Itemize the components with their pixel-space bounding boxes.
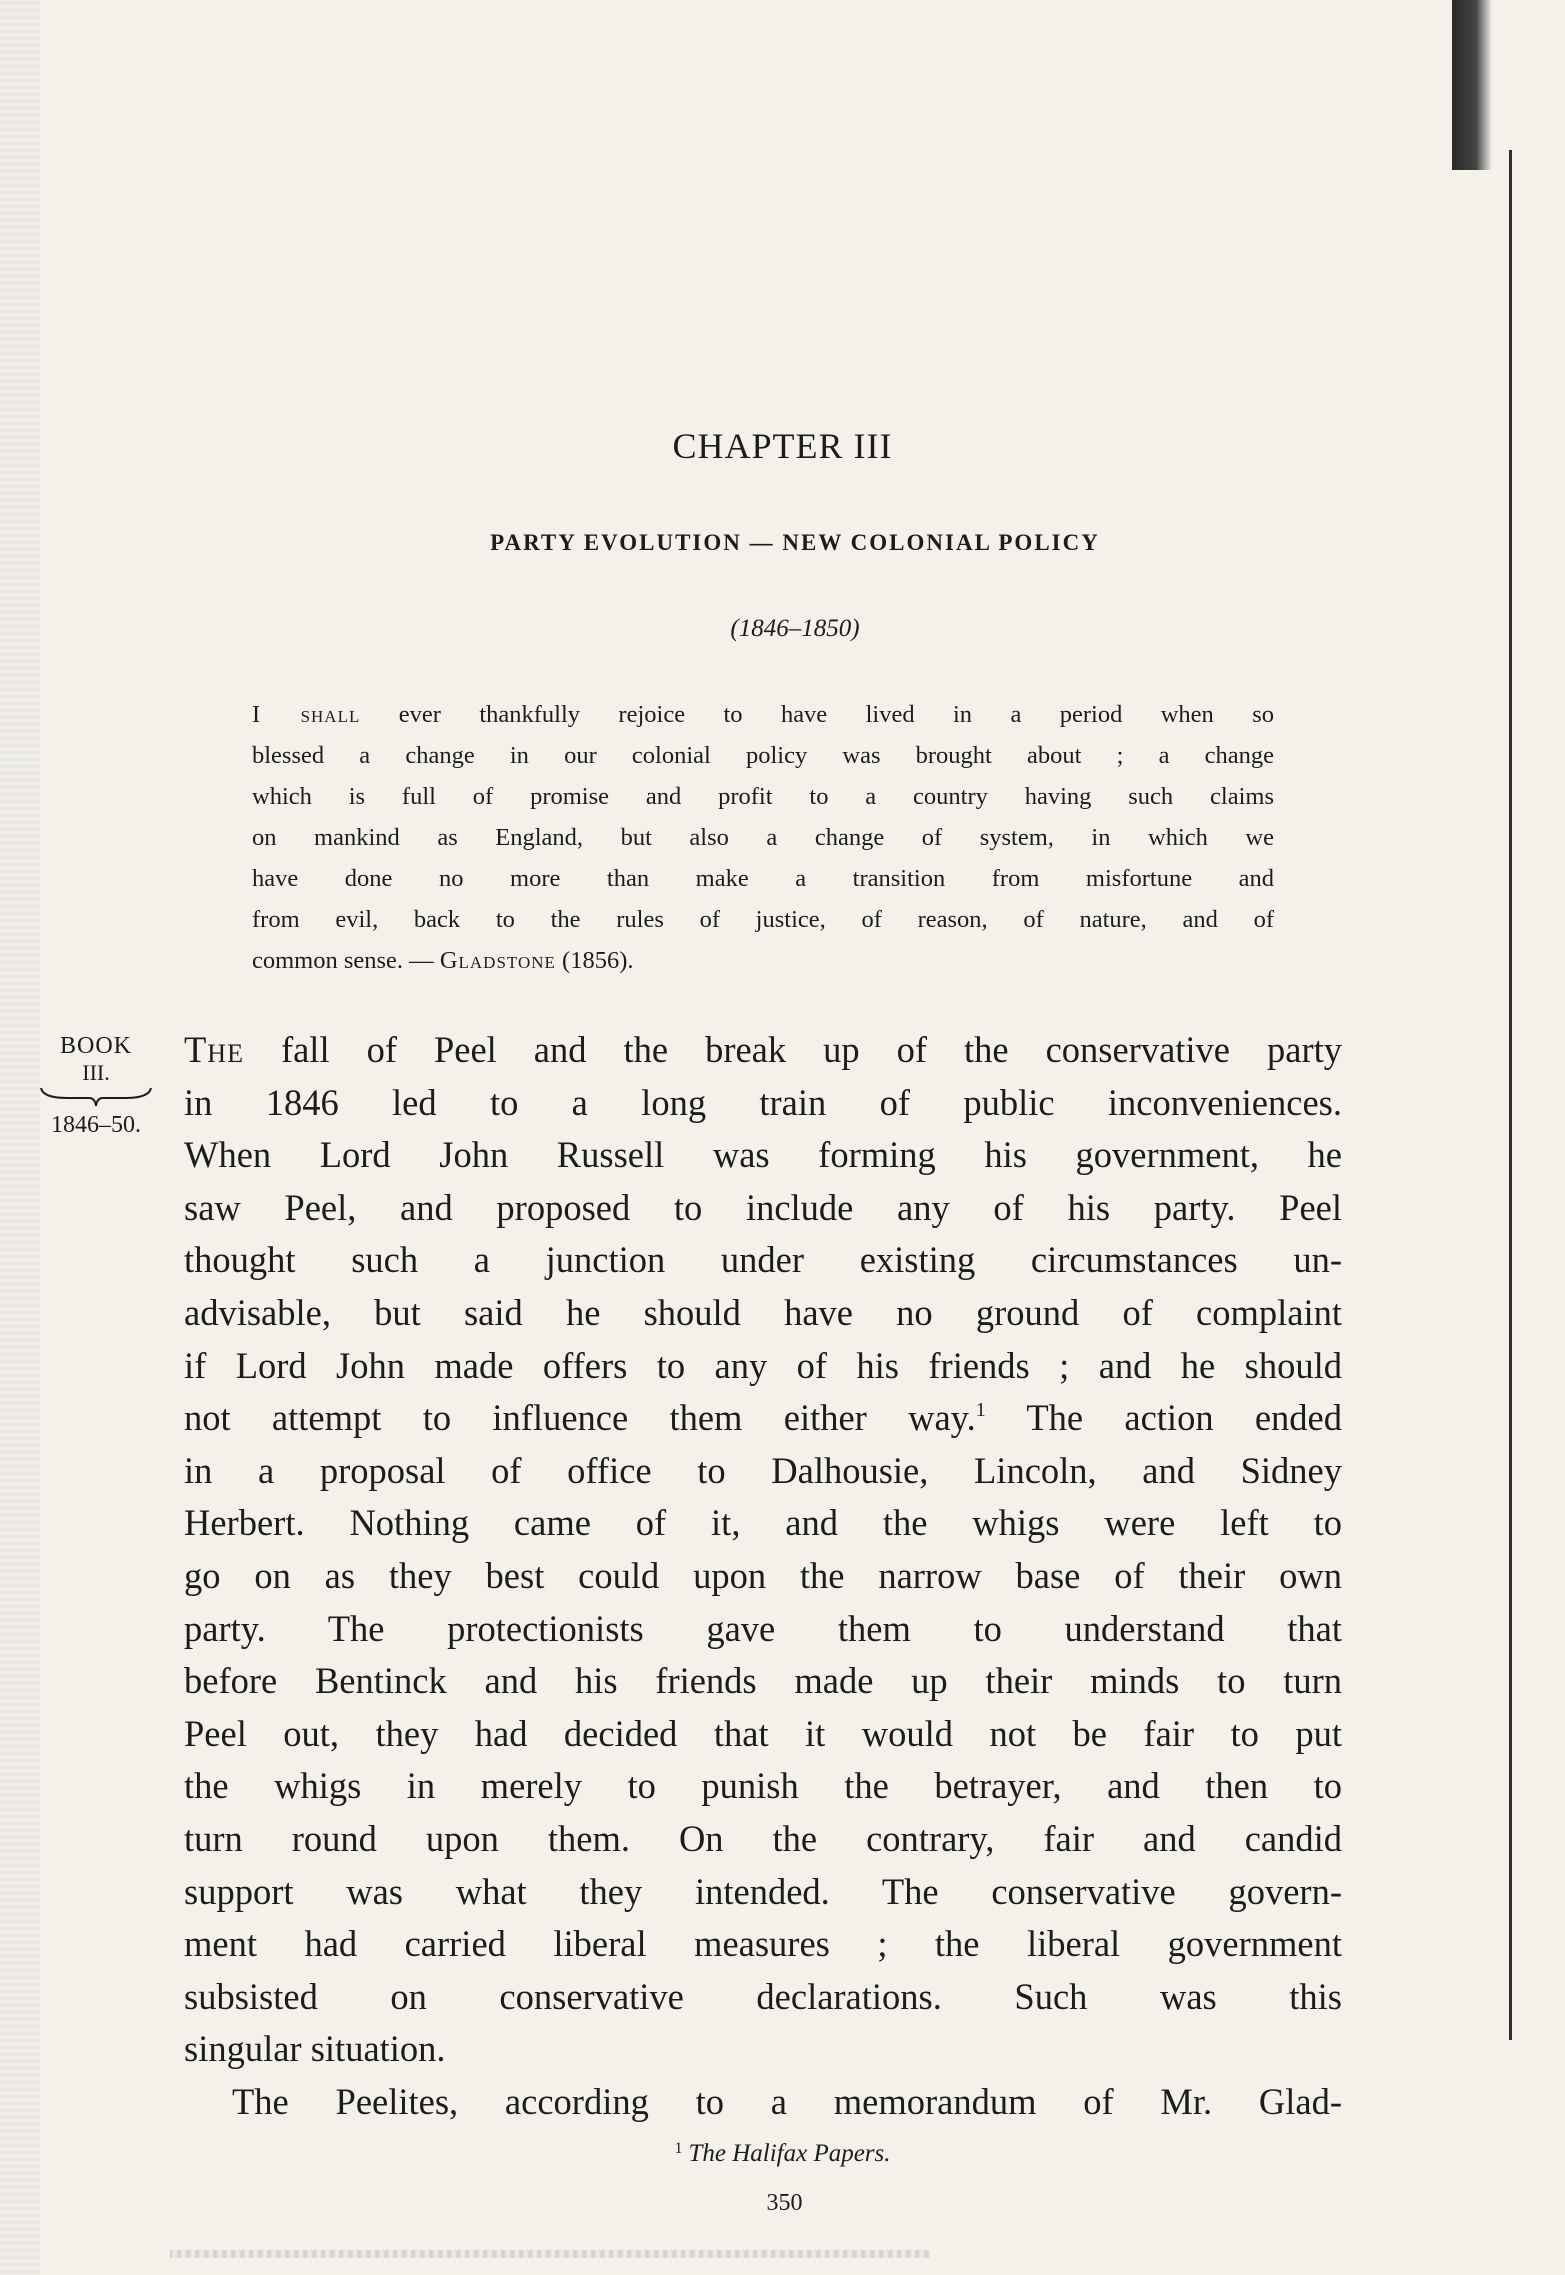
body-line: subsisted on conservative declarations. Such was this [184, 1975, 1342, 2017]
body-line: The Peelites, according to a memorandum of Mr. Glad- [232, 2080, 1342, 2122]
page-number: 350 [766, 2190, 803, 2216]
footnote-mark: 1 [674, 2140, 683, 2157]
body-line: The fall of Peel and the break up of the conservative party [184, 1029, 1342, 1070]
epigraph-quote [252, 694, 1274, 981]
epigraph-line: blessed a change in our colonial policy was brought about ; a change [252, 742, 1274, 769]
epigraph-author: Gladstone [439, 947, 556, 974]
body-line: party. The protectionists gave them to understand that [184, 1607, 1342, 1649]
epigraph-line: which is full of promise and profit to a country having such claims [252, 783, 1274, 810]
body-text [184, 1024, 1342, 2128]
body-line: Herbert. Nothing came of it, and the whigs were left to [184, 1502, 1342, 1544]
body-line: When Lord John Russell was forming his government, he [184, 1134, 1342, 1176]
body-line: advisable, but said he should have no ground of complaint [184, 1291, 1342, 1333]
chapter-title: CHAPTER III [672, 426, 893, 466]
scan-edge-bottom [170, 2250, 930, 2258]
body-line: support was what they intended. The conservative govern- [184, 1870, 1342, 1912]
body-line: go on as they best could upon the narrow base of their own [184, 1554, 1342, 1596]
body-line: ment had carried liberal measures ; the liberal government [184, 1923, 1342, 1965]
chapter-subtitle: PARTY EVOLUTION — NEW COLONIAL POLICY [490, 530, 1100, 555]
body-line: Peel out, they had decided that it would not be fair to put [184, 1712, 1342, 1754]
body-line: singular situation. [184, 2028, 446, 2070]
margin-book-label: BOOK [59, 1033, 132, 1059]
epigraph-line: have done no more than make a transition from misfortune and [252, 865, 1274, 892]
scan-edge-right-shadow [1452, 0, 1492, 170]
margin-brace-icon [37, 1086, 155, 1108]
body-line: if Lord John made offers to any of his friends ; and he should [184, 1344, 1342, 1386]
body-line: in a proposal of office to Dalhousie, Lincoln, and Sidney [184, 1449, 1342, 1491]
epigraph-line: I shall ever thankfully rejoice to have lived in a period when so [252, 701, 1274, 728]
epigraph-line: from evil, back to the rules of justice, of reason, of nature, and of [252, 906, 1274, 933]
footnote-reference: 1 [975, 1399, 986, 1422]
body-line: in 1846 led to a long train of public inconveniences. [184, 1081, 1342, 1123]
body-line: thought such a junction under existing circumstances un- [184, 1239, 1342, 1281]
epigraph-line: common sense. — Gladstone (1856). [252, 947, 634, 974]
body-lead-word: The [184, 1029, 244, 1070]
body-line: before Bentinck and his friends made up their minds to turn [184, 1660, 1342, 1702]
footnote [0, 2140, 1565, 2168]
epigraph-lead-word: I shall [252, 701, 361, 728]
body-line: saw Peel, and proposed to include any of his party. Peel [184, 1186, 1342, 1228]
body-line: the whigs in merely to punish the betrayer, and then to [184, 1765, 1342, 1807]
epigraph-year: (1856). [555, 947, 634, 974]
margin-book-number: III. [82, 1060, 110, 1085]
margin-note [36, 1032, 156, 1139]
epigraph-line: on mankind as England, but also a change of system, in which we [252, 824, 1274, 851]
margin-years: 1846–50. [51, 1112, 141, 1138]
body-line: turn round upon them. On the contrary, fair and candid [184, 1817, 1342, 1859]
chapter-dates: (1846–1850) [730, 615, 860, 642]
scan-edge-left [0, 0, 40, 2275]
footnote-text: The Halifax Papers. [688, 2140, 891, 2167]
body-line: not attempt to influence them either way.$^1$ The action ended [184, 1397, 1343, 1439]
